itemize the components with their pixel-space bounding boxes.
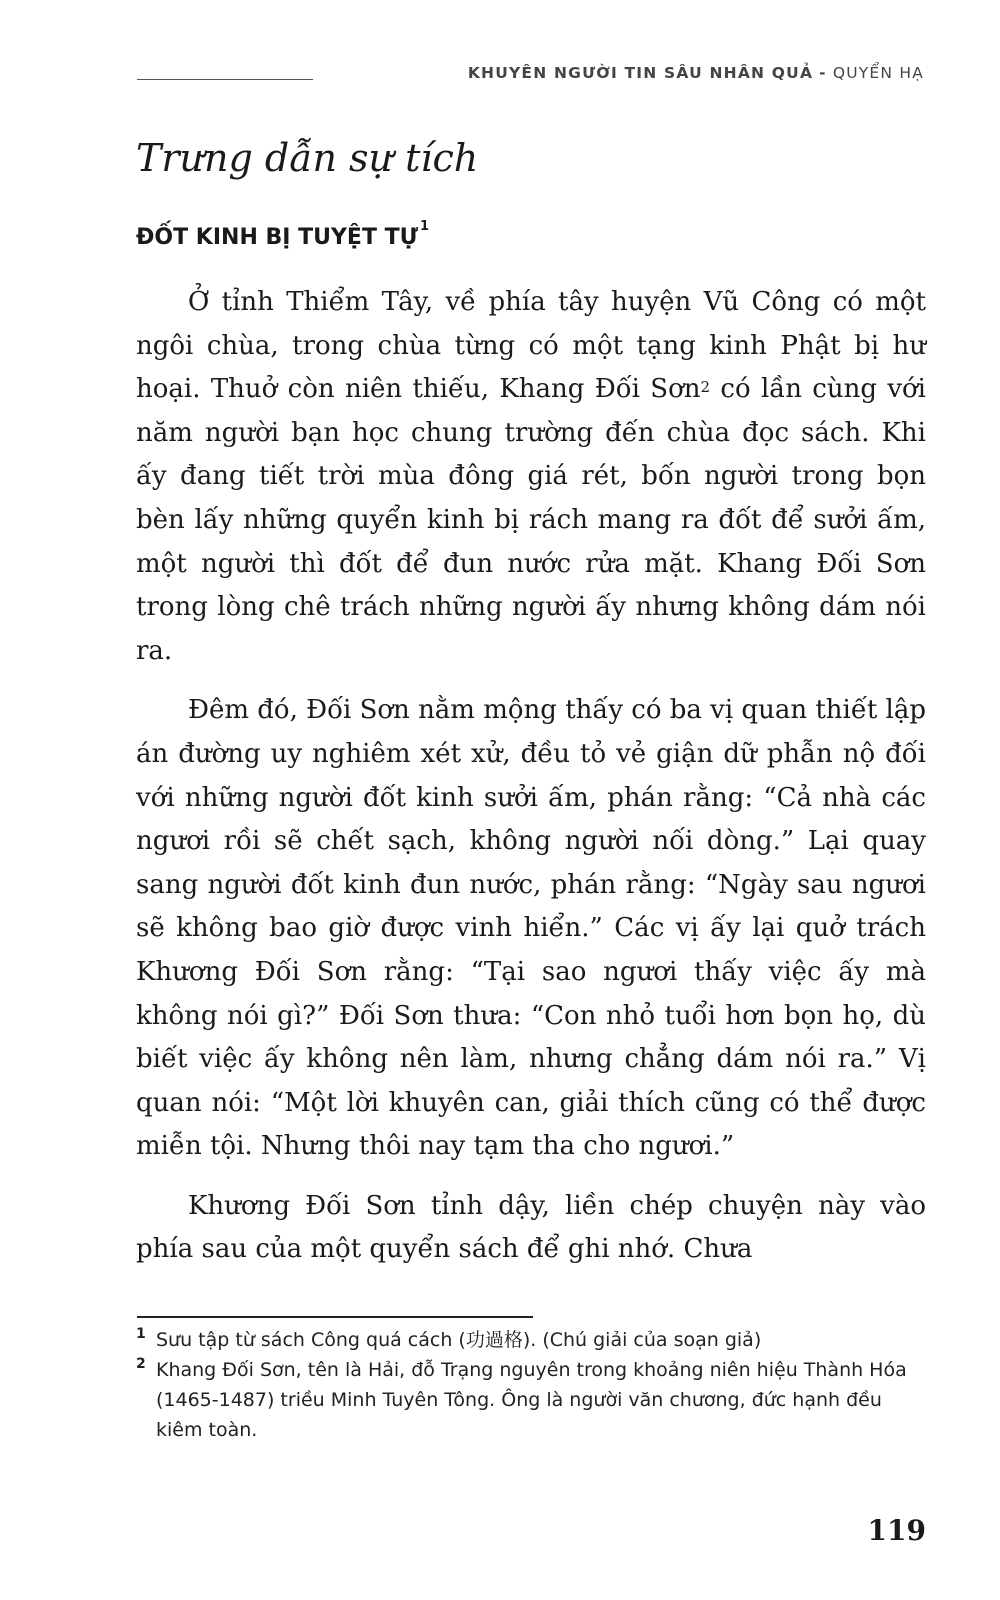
volume-label: QUYỂN HẠ	[832, 64, 924, 82]
footnote-2-mark: 2	[136, 1356, 146, 1372]
story-title-text: ĐỐT KINH BỊ TUYỆT TỰ	[136, 225, 419, 250]
footnote-ref-1: 1	[420, 219, 430, 234]
paragraph-3: Khương Đối Sơn tỉnh dậy, liền chép chuyện này vào phía sau của một quyển sách để ghi nhớ. Chưa	[136, 1190, 926, 1265]
header-separator: -	[819, 64, 827, 82]
footnote-2	[136, 1355, 926, 1445]
footnote-2-text: Khang Đối Sơn, tên là Hải, đỗ Trạng nguyên trong khoảng niên hiệu Thành Hóa (1465-1487) triều Minh Tuyên Tông. Ông là người văn chương, đức hạnh đều kiêm toàn.	[156, 1359, 907, 1441]
footnote-rule	[137, 1316, 533, 1318]
footnote-1	[136, 1325, 926, 1355]
footnote-1-text: Sưu tập từ sách Công quá cách (功過格). (Chú giải của soạn giả)	[156, 1329, 762, 1351]
paragraph-1	[136, 281, 926, 673]
page-number: 119	[867, 1514, 926, 1547]
book-title: KHUYÊN NGƯỜI TIN SÂU NHÂN QUẢ	[467, 64, 814, 82]
footnote-ref-2: 2	[700, 378, 711, 397]
footnotes	[136, 1325, 926, 1445]
body-text	[136, 281, 926, 1288]
story-title	[136, 219, 430, 250]
paragraph-1-part-a: Ở tỉnh Thiểm Tây, về phía tây huyện Vũ Công có một ngôi chùa, trong chùa từng có một tạng kinh Phật bị hư hoại. Thuở còn niên thiếu, Khang Đối Sơn	[136, 287, 926, 405]
running-header	[468, 64, 924, 82]
paragraph-1-part-b: có lần cùng với năm người bạn học chung trường đến chùa đọc sách. Khi ấy đang tiết trời mùa đông giá rét, bốn người trong bọn bèn lấy những quyển kinh bị rách mang ra đốt để sưởi ấm, một người thì đốt để đun nước rửa mặt. Khang Đối Sơn trong lòng chê trách những người ấy nhưng không dám nói ra.	[136, 374, 926, 666]
footnote-1-mark: 1	[136, 1326, 146, 1342]
section-title: Trưng dẫn sự tích	[136, 136, 479, 180]
paragraph-2: Đêm đó, Đối Sơn nằm mộng thấy có ba vị quan thiết lập án đường uy nghiêm xét xử, đều tỏ vẻ giận dữ phẫn nộ đối với những người đốt kinh sưởi ấm, phán rằng: “Cả nhà các ngươi rồi sẽ chết sạch, không người nối dòng.” Lại quay sang người đốt kinh đun nước, phán rằng: “Ngày sau ngươi sẽ không bao giờ được vinh hiển.” Các vị ấy lại quở trách Khương Đối Sơn rằng: “Tại sao ngươi thấy việc ấy mà không nói gì?” Đối Sơn thưa: “Con nhỏ tuổi hơn bọn họ, dù biết việc ấy không nên làm, nhưng chẳng dám nói ra.” Vị quan nói: “Một lời khuyên can, giải thích cũng có thể được miễn tội. Nhưng thôi nay tạm tha cho ngươi.”	[136, 695, 927, 1162]
header-rule	[137, 79, 313, 80]
